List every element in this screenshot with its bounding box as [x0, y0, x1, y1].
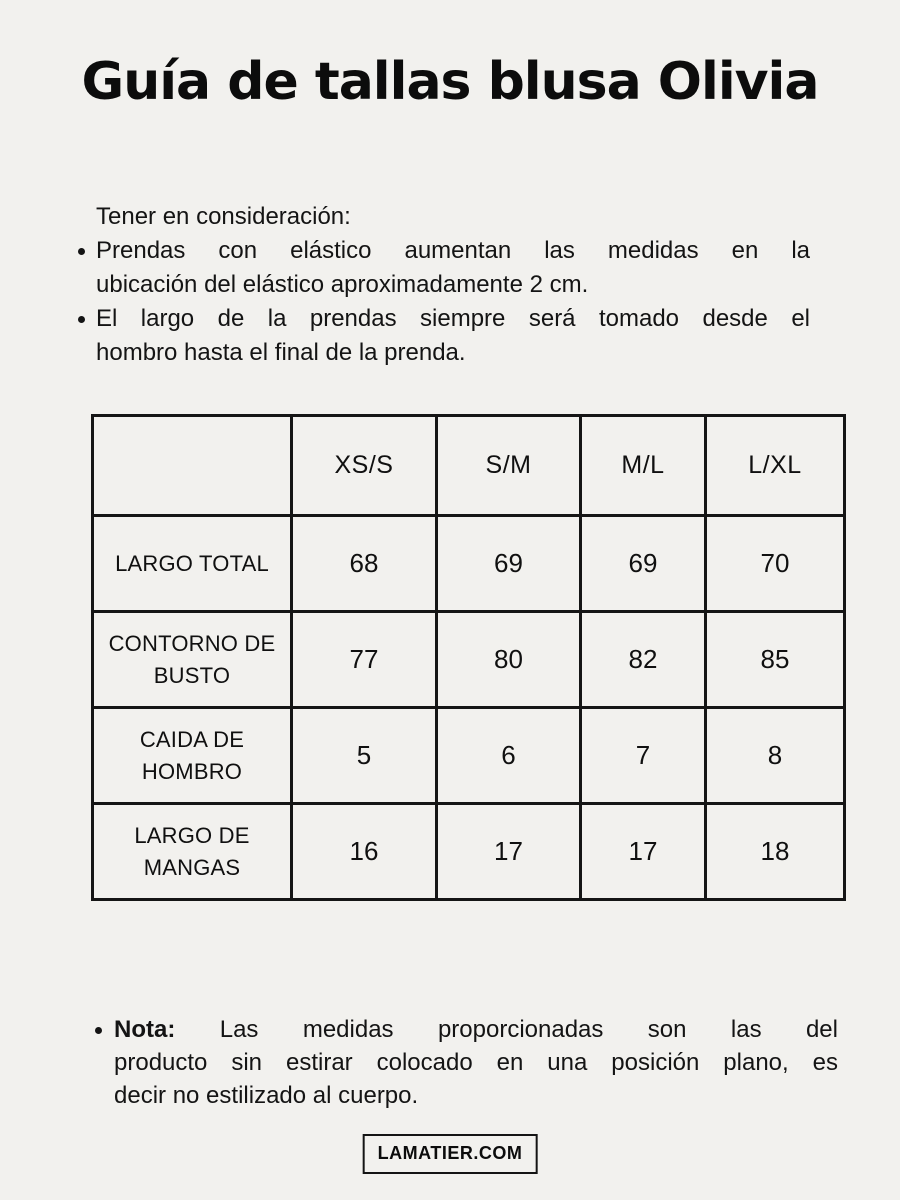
bullet-line: ubicación del elástico aproximadamente 2 cm.: [96, 271, 589, 298]
measurement-value: 16: [292, 804, 437, 900]
consideration-bullet-1: [78, 234, 810, 302]
measurement-value: 8: [706, 708, 845, 804]
note-bullet: [95, 1013, 838, 1112]
size-column-header: M/L: [581, 416, 706, 516]
consideration-bullet-2: [78, 302, 810, 370]
bullet-line: Prendas con elástico aumentan las medidas en la: [96, 237, 810, 264]
brand-text: LAMATIER.COM: [377, 1143, 523, 1163]
note-line-rest: Las medidas proporcionadas son las del: [219, 1016, 838, 1043]
note-text: [114, 1013, 838, 1112]
measurement-label: CONTORNO DE BUSTO: [93, 612, 292, 708]
table-row: [93, 708, 845, 804]
measurement-value: 6: [437, 708, 581, 804]
size-column-header: S/M: [437, 416, 581, 516]
measurement-label: LARGO TOTAL: [93, 516, 292, 612]
note-line: producto sin estirar colocado en una posición plano, es: [114, 1049, 838, 1076]
bullet-dot-icon: [78, 248, 85, 255]
table-row: [93, 516, 845, 612]
considerations-heading: Tener en consideración:: [96, 203, 351, 230]
table-row: [93, 612, 845, 708]
measurement-value: 69: [437, 516, 581, 612]
measurement-value: 85: [706, 612, 845, 708]
size-column-header: L/XL: [706, 416, 845, 516]
measurement-label: LARGO DE MANGAS: [93, 804, 292, 900]
bullet-line: El largo de la prendas siempre será tomado desde el: [96, 305, 810, 332]
table-row: [93, 804, 845, 900]
measurement-value: 7: [581, 708, 706, 804]
measurement-value: 77: [292, 612, 437, 708]
note-line: [114, 1013, 838, 1046]
note-line: decir no estilizado al cuerpo.: [114, 1082, 419, 1109]
bullet-line: hombro hasta el final de la prenda.: [96, 339, 466, 366]
measurement-value: 70: [706, 516, 845, 612]
bullet-dot-icon: [95, 1027, 102, 1034]
measurement-value: 17: [437, 804, 581, 900]
measurement-value: 80: [437, 612, 581, 708]
measurement-value: 5: [292, 708, 437, 804]
measurement-value: 17: [581, 804, 706, 900]
bullet-dot-icon: [78, 316, 85, 323]
measurement-value: 69: [581, 516, 706, 612]
bullet-text: [96, 302, 810, 370]
measurement-value: 68: [292, 516, 437, 612]
measurement-value: 18: [706, 804, 845, 900]
measurement-label: CAIDA DE HOMBRO: [93, 708, 292, 804]
size-table-corner-cell: [93, 416, 292, 516]
size-column-header: XS/S: [292, 416, 437, 516]
size-table: [91, 414, 846, 901]
brand-box: [363, 1134, 538, 1174]
considerations-section: [78, 200, 810, 370]
measurement-value: 82: [581, 612, 706, 708]
size-table-header-row: [93, 416, 845, 516]
note-label: Nota:: [114, 1016, 176, 1043]
bullet-text: [96, 234, 810, 302]
page-title: Guía de tallas blusa Olivia: [81, 52, 819, 112]
note-section: [95, 1013, 838, 1112]
